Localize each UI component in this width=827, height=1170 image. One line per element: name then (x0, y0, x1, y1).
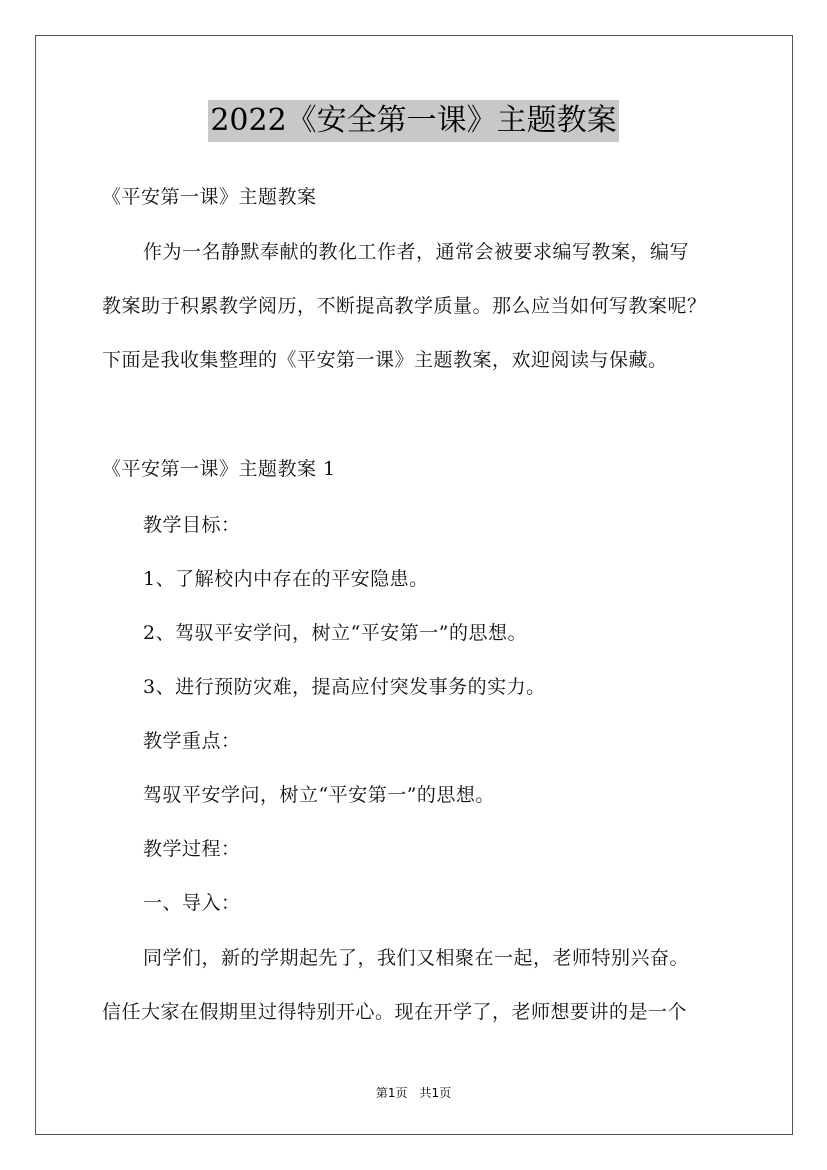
body-paragraph-line-2: 信任大家在假期里过得特别开心。现在开学了，老师想要讲的是一个 (102, 1001, 688, 1023)
section-heading: 《平安第一课》主题教案 1 (102, 458, 336, 480)
intro-paragraph-line-1: 作为一名静默奉献的教化工作者，通常会被要求编写教案，编写 (143, 241, 690, 263)
document-title: 2022《安全第一课》主题教案 (208, 100, 618, 142)
objectives-heading: 教学目标： (143, 514, 241, 536)
key-point-text: 驾驭平安学问，树立“平安第一”的思想。 (143, 784, 495, 806)
intro-paragraph-line-2: 教案助于积累教学阅历，不断提高教学质量。那么应当如何写教案呢？ (102, 295, 707, 317)
key-points-heading: 教学重点： (143, 730, 241, 752)
body-paragraph-line-1: 同学们，新的学期起先了，我们又相聚在一起，老师特别兴奋。 (143, 947, 690, 969)
intro-paragraph-line-3: 下面是我收集整理的《平安第一课》主题教案，欢迎阅读与保藏。 (102, 349, 668, 371)
intro-heading: 《平安第一课》主题教案 (102, 186, 317, 208)
process-heading: 教学过程： (143, 838, 241, 860)
objective-item-2: 2、驾驭平安学问，树立“平安第一”的思想。 (143, 622, 528, 644)
page-number-footer: 第1页 共1页 (375, 1086, 452, 1100)
intro-step-heading: 一、导入： (143, 892, 241, 914)
objective-item-1: 1、了解校内中存在的平安隐患。 (143, 568, 429, 590)
document-title-wrapper (0, 100, 827, 142)
objective-item-3: 3、进行预防灾难，提高应付突发事务的实力。 (143, 676, 546, 698)
